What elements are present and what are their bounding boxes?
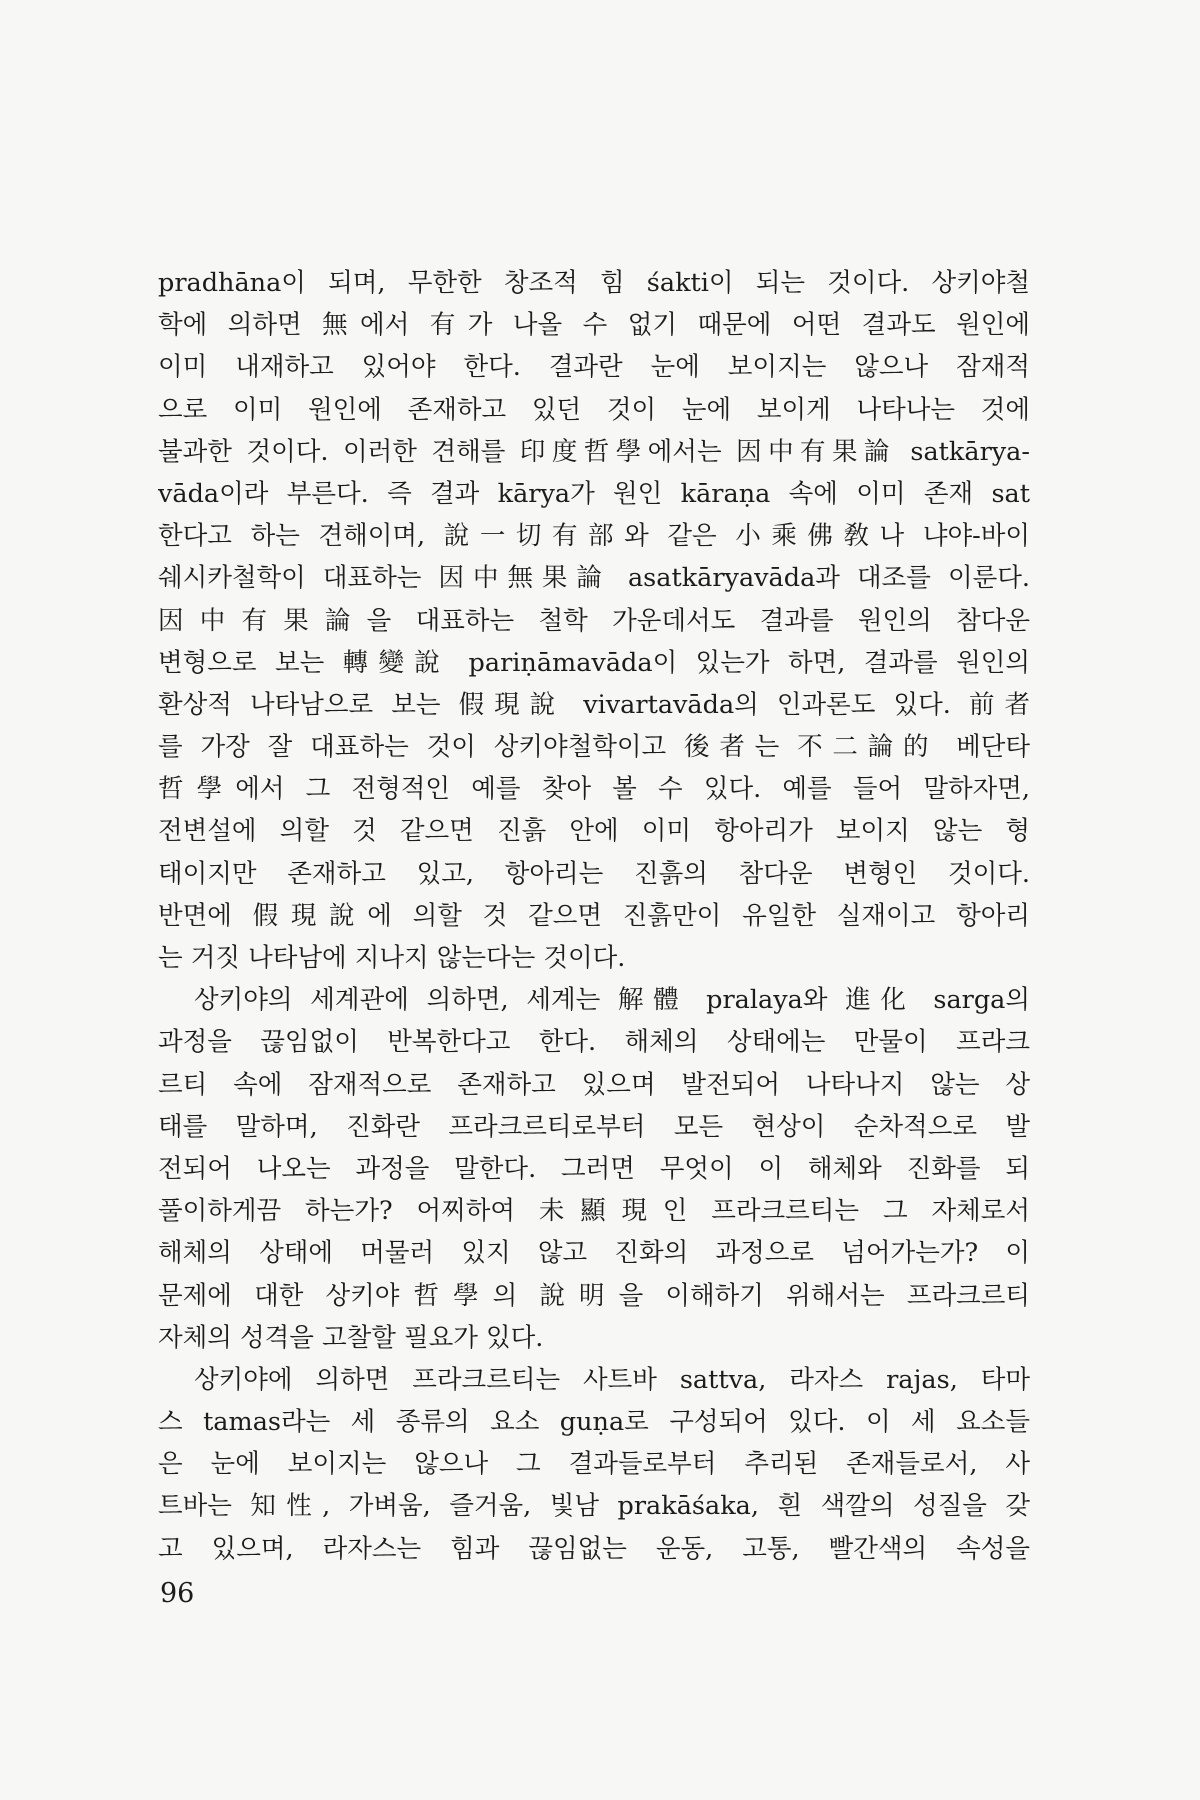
text-line: 환상적 나타남으로 보는 假現說 vivartavāda의 인과론도 있다. 前者 [158,689,1030,720]
text-line: 으로 이미 원인에 존재하고 있던 것이 눈에 보이게 나타나는 것에 [158,394,1030,425]
text-line: 문제에 대한 상키야哲學의 說明을 이해하기 위해서는 프라크르티 [158,1280,1030,1311]
text-line: 전변설에 의할 것 같으면 진흙 안에 이미 항아리가 보이지 않는 형 [158,816,1030,847]
text-line: 르티 속에 잠재적으로 존재하고 있으며 발전되어 나타나지 않는 상 [158,1069,1030,1100]
text-line: 태를 말하며, 진화란 프라크르티로부터 모든 현상이 순차적으로 발 [158,1111,1030,1142]
text-line: 는 거짓 나타남에 지나지 않는다는 것이다. [158,943,626,973]
text-line: 한다고 하는 견해이며, 說一切有部와 같은 小乘佛敎나 냐야-바이 [158,521,1030,552]
text-line: 해체의 상태에 머물러 있지 않고 진화의 과정으로 넘어가는가? 이 [158,1238,1030,1269]
paragraph-start-line: 상키야의 세계관에 의하면, 세계는 解體 pralaya와 進化 sarga의 [194,985,1030,1016]
body-text [158,262,1030,1570]
text-line: 전되어 나오는 과정을 말한다. 그러면 무엇이 이 해체와 진화를 되 [158,1153,1030,1184]
text-line: 불과한 것이다. 이러한 견해를 印度哲學에서는 因中有果論 satkārya- [158,436,1030,467]
text-line: 반면에 假現說에 의할 것 같으면 진흙만이 유일한 실재이고 항아리 [158,900,1030,931]
text-line: 변형으로 보는 轉變說 pariṇāmavāda이 있는가 하면, 결과를 원인의 [158,647,1030,678]
text-line: 쉐시카철학이 대표하는 因中無果論 asatkāryavāda과 대조를 이룬다. [158,563,1030,594]
text-line: 태이지만 존재하고 있고, 항아리는 진흙의 참다운 변형인 것이다. [158,858,1030,889]
text-line: 트바는 知性, 가벼움, 즐거움, 빛남 prakāśaka, 흰 색깔의 성질을 갖 [158,1491,1030,1522]
text-line: 자체의 성격을 고찰할 필요가 있다. [158,1322,544,1353]
text-line: 학에 의하면 無에서 有가 나올 수 없기 때문에 어떤 결과도 원인에 [158,310,1030,341]
text-line: 스 tamas라는 세 종류의 요소 guṇa로 구성되어 있다. 이 세 요소들 [158,1407,1030,1438]
text-line: 은 눈에 보이지는 않으나 그 결과들로부터 추리된 존재들로서, 사 [158,1449,1030,1480]
text-line: vāda이라 부른다. 즉 결과 kārya가 원인 kāraṇa 속에 이미 존재 sat [158,478,1030,509]
text-line: 를 가장 잘 대표하는 것이 상키야철학이고 後者는 不二論的 베단타 [158,732,1030,763]
text-line: 과정을 끊임없이 반복한다고 한다. 해체의 상태에는 만물이 프라크 [158,1027,1030,1058]
page-number: 96 [160,1578,195,1609]
text-line: 因中有果論을 대표하는 철학 가운데서도 결과를 원인의 참다운 [158,605,1030,636]
text-line: 풀이하게끔 하는가? 어찌하여 未顯現인 프라크르티는 그 자체로서 [158,1196,1030,1227]
text-line: 哲學에서 그 전형적인 예를 찾아 볼 수 있다. 예를 들어 말하자면, [158,774,1030,805]
text-line: 이미 내재하고 있어야 한다. 결과란 눈에 보이지는 않으나 잠재적 [158,352,1030,383]
text-line: 고 있으며, 라자스는 힘과 끊임없는 운동, 고통, 빨간색의 속성을 [158,1533,1030,1564]
text-line: pradhāna이 되며, 무한한 창조적 힘 śakti이 되는 것이다. 상키야철 [158,268,1030,298]
paragraph-start-line: 상키야에 의하면 프라크르티는 사트바 sattva, 라자스 rajas, 타마 [194,1364,1030,1395]
